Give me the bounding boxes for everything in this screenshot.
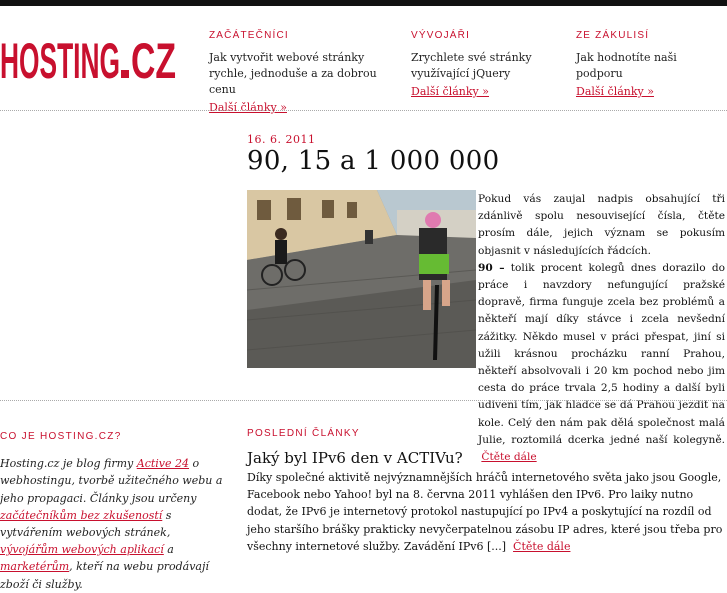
nav-column-developers [411,28,561,100]
article-photo [247,190,476,368]
article-perex [478,191,725,466]
nav-column-backstage [576,28,726,100]
logo-dot [121,70,129,78]
article-date: 16. 6. 2011 [247,133,316,146]
divider [0,400,727,401]
site-logo[interactable] [0,28,176,84]
about-text [0,455,225,593]
hosting-cz-logo [0,28,176,84]
beginners-link[interactable]: začátečníkům bez zkušeností [0,508,163,522]
svg-text:CZ: CZ [131,33,176,84]
about-text-part: o webhostingu, tvorbě užitečného webu a jeho propagaci. Články jsou určeny [0,457,223,505]
post-title[interactable]: Jaký byl IPv6 den v ACTIVu? [247,449,463,467]
svg-text:HOSTING: HOSTING [0,33,120,84]
nav-description: Jak vytvořit webové stránky rychle, jednoduše a za dobrou cenu [209,51,377,96]
article-bold-number: 90 – [478,261,505,274]
about-text-part: s vytvářením webových stránek, [0,508,172,540]
about-text-part: Hosting.cz je blog firmy [0,457,137,471]
article-title[interactable]: 90, 15 a 1 000 000 [247,146,500,176]
developers-link[interactable]: vývojářům webových aplikací [0,543,164,557]
read-more-link[interactable]: Čtěte dále [513,539,571,553]
article-intro: Pokud vás zaujal nadpis obsahující tři zdánlivě spolu nesouvisející čísla, čtěte prosím dále, jejich význam se pokusím objasnit v následujících řádcích. [478,193,725,257]
nav-column-beginners [209,28,394,116]
marketers-link[interactable]: marketérům [0,560,70,574]
about-text-part: a [163,543,174,557]
active24-link[interactable]: Active 24 [136,457,190,471]
post-excerpt-text: Díky společné aktivitě nejvýznamnějších hráčů internetového světa jako jsou Google, Facebook nebo Yahoo! byl na 8. června 2011 vyhlášen den IPv6. Pro laiky nutno dodat, že IPv6 je internetový protokol nastupující po IPv4 a poskytující na rozdíl od jeho staršího brášky prakticky nevyčerpatelnou zásobu IP adres, které jsou třeba pro všechny internetové služby. Zavádění IPv6 [...] [247,471,723,553]
divider [0,110,727,111]
about-text-part: , kteří na webu prodávají zboží či služby. [0,560,209,591]
nav-description: Jak hodnotíte naši podporu [576,51,677,80]
nav-description: Zrychlete své stránky využívající jQuery [411,51,532,80]
about-heading: CO JE HOSTING.CZ? [0,431,122,442]
nav-heading: ZAČÁTEČNÍCI [209,30,289,41]
more-articles-link[interactable]: Další články » [411,85,489,98]
read-more-link[interactable]: Čtěte dále [481,451,537,464]
latest-posts [247,428,725,555]
more-articles-link[interactable]: Další články » [576,85,654,98]
post-excerpt [247,469,725,555]
nav-heading: ZE ZÁKULISÍ [576,30,650,41]
article-body: tolik procent kolegů dnes dorazilo do práce i navzdory nefungující pražské dopravě, firma funguje zcela bez problémů a někteří mají díky stávce i zcela nevšední zážitky. Někdo musel v práci přespat, jiní si užili krásnou procházku ranní Prahou, někteří absolvovali i 20 km pochod nebo jim cesta do práce trvala 2,5 hodiny a další byli udiveni tím, jak hladce se dá Prahou jezdit na kole. Celý den nám pak dělá společnost malá Julie, roztomilá dcerka jedné naší kolegyně. [478,261,725,446]
nav-heading: VÝVOJÁŘI [411,30,471,41]
more-articles-link[interactable]: Další články » [209,101,287,114]
about-box [0,428,225,593]
latest-posts-heading: POSLEDNÍ ČLÁNKY [247,428,360,439]
top-bar [0,0,727,6]
